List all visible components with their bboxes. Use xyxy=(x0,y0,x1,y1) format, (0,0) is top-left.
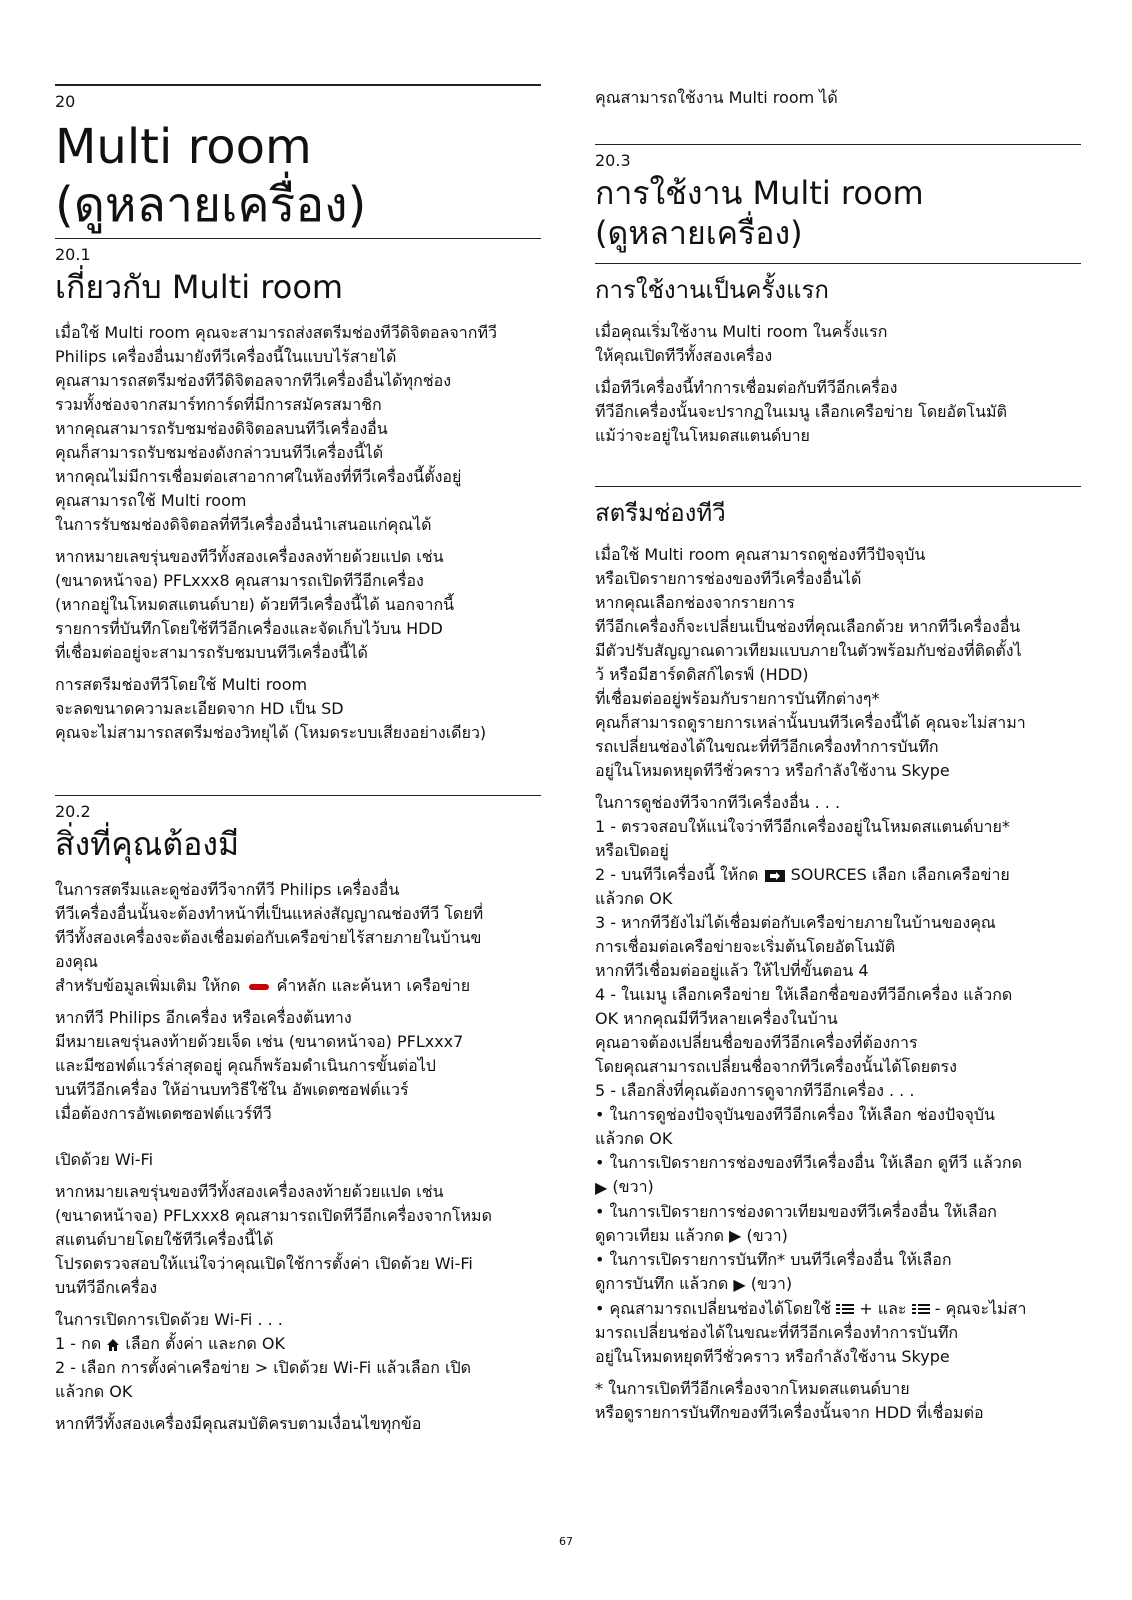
right-column xyxy=(595,84,1081,1433)
text-line: ทีวีอีกเครื่องก็จะเปลี่ยนเป็นช่องที่คุณเลือกด้วย หากทีวีเครื่องอื่น xyxy=(595,617,1021,636)
steps xyxy=(595,791,1081,1369)
paragraph xyxy=(595,320,1081,368)
step1-before: 1 - กด xyxy=(55,1334,102,1353)
paragraph xyxy=(55,1006,541,1126)
text-line: การเชื่อมต่อเครือข่ายจะเริ่มต้นโดยอัตโนมัติ xyxy=(595,937,896,956)
text-line: รถเปลี่ยนช่องได้ในขณะที่ทีวีอีกเครื่องทำการบันทึก xyxy=(595,737,939,756)
text-line: สแตนด์บายโดยใช้ทีวีเครื่องนี้ได้ xyxy=(55,1230,274,1249)
text-line: (หากอยู่ในโหมดสแตนด์บาย) ด้วยทีวีเครื่องนี้ได้ นอกจากนี้ xyxy=(55,595,455,614)
text-line: Philips เครื่องอื่นมายังทีวีเครื่องนี้ในแบบไร้สายได้ xyxy=(55,347,397,366)
text-line: หากทีวี Philips อีกเครื่อง หรือเครื่องต้นทาง xyxy=(55,1008,352,1027)
text-line: (ขนาดหน้าจอ) PFLxxx8 คุณสามารถเปิดทีวีอีกเครื่องจากโหมด xyxy=(55,1206,492,1225)
page-number: 67 xyxy=(559,1535,573,1548)
text-line: อยู่ในโหมดหยุดทีวีชั่วคราว หรือกำลังใช้งาน Skype xyxy=(595,1346,950,1366)
text-line: เมื่อใช้ Multi room คุณจะสามารถส่งสตรีมช่องทีวีดิจิตอลจากทีวี xyxy=(55,323,497,342)
text-line: ทีวีทั้งสองเครื่องจะต้องเชื่อมต่อกับเครือข่ายไร้สายภายในบ้านข xyxy=(55,928,482,947)
text-line: ในการสตรีมและดูช่องทีวีจากทีวี Philips เครื่องอื่น xyxy=(55,880,400,899)
bullet-tv-line2: (ขวา) xyxy=(612,1177,654,1196)
subsection-title: สตรีมช่องทีวี xyxy=(595,499,726,527)
text-line: 3 - หากทีวียังไม่ได้เชื่อมต่อกับเครือข่ายภายในบ้านของคุณ xyxy=(595,913,996,932)
text-line: หากคุณเลือกช่องจากรายการ xyxy=(595,593,795,612)
text-line: เมื่อคุณเริ่มใช้งาน Multi room ในครั้งแรก xyxy=(595,322,888,341)
step2-after: SOURCES เลือก เลือกเครือข่าย xyxy=(790,865,1010,884)
step3 xyxy=(595,913,996,980)
text-line: บนทีวีอีกเครื่อง xyxy=(55,1278,158,1297)
text-line: 2 - เลือก การตั้งค่าเครือข่าย > เปิดด้วย Wi-Fi แล้วเลือก เปิด xyxy=(55,1358,472,1377)
more-info-text-after: คำหลัก และค้นหา เครือข่าย xyxy=(276,976,471,995)
step2-before: 2 - บนทีวีเครื่องนี้ ให้กด xyxy=(595,865,759,884)
text-line: เมื่อใช้ Multi room คุณสามารถดูช่องทีวีปัจจุบัน xyxy=(595,545,926,564)
step4 xyxy=(595,985,1012,1076)
text-line: ว้ หรือมีฮาร์ดดิสก์ไดรฟ์ (HDD) xyxy=(595,665,809,684)
text-line: หากคุณไม่มีการเชื่อมต่อเสาอากาศในห้องที่ทีวีเครื่องนี้ตั้งอยู่ xyxy=(55,467,462,486)
paragraph xyxy=(55,1180,541,1300)
text-line: 1 - ตรวจสอบให้แน่ใจว่าทีวีอีกเครื่องอยู่ในโหมดสแตนด์บาย* xyxy=(595,817,1010,836)
text-line: ที่เชื่อมต่ออยู่พร้อมกับรายการบันทึกต่างๆ* xyxy=(595,689,880,708)
section-rule xyxy=(55,238,541,239)
subsection-title: การใช้งานเป็นครั้งแรก xyxy=(595,276,829,304)
footnote xyxy=(595,1377,1081,1425)
subheading-wifi: เปิดด้วย Wi-Fi xyxy=(55,1150,154,1169)
section-rule xyxy=(55,795,541,796)
subsection-rule xyxy=(595,486,1081,487)
steps xyxy=(55,1308,541,1404)
text-line: หากคุณสามารถรับชมช่องดิจิตอลบนทีวีเครื่องอื่น xyxy=(55,419,388,438)
text-line: มีตัวปรับสัญญาณดาวเทียมแบบภายในตัวพร้อมกับช่องที่ติดตั้งไ xyxy=(595,641,1022,660)
text-line: OK หากคุณมีทีวีหลายเครื่องในบ้าน xyxy=(595,1009,838,1028)
bullet-sat-line1: • ในการเปิดรายการช่องดาวเทียมของทีวีเครื่องอื่น ให้เลือก xyxy=(595,1201,997,1221)
step1 xyxy=(595,817,1010,860)
bullet-rec-line1: • ในการเปิดรายการบันทึก* บนทีวีเครื่องอื่น ให้เลือก xyxy=(595,1250,952,1269)
text-line: คุณอาจต้องเปลี่ยนชื่อของทีวีอีกเครื่องที่ต้องการ xyxy=(595,1033,918,1052)
text-line: องคุณ xyxy=(55,952,98,971)
text-line: รายการที่บันทึกโดยใช้ทีวีอีกเครื่องและจัดเก็บไว้บน HDD xyxy=(55,619,443,638)
left-column xyxy=(55,84,541,1444)
bullet-sat-line2-before: ดูดาวเทียม แล้วกด xyxy=(595,1225,724,1245)
right-arrow-icon: ▶ xyxy=(733,1274,746,1294)
step2 xyxy=(55,1358,471,1401)
text-line: * ในการเปิดทีวีอีกเครื่องจากโหมดสแตนด์บาย xyxy=(595,1378,910,1398)
paragraph xyxy=(55,321,541,537)
text-line: หรือดูรายการบันทึกของทีวีเครื่องนั้นจาก HDD ที่เชื่อมต่อ xyxy=(595,1402,984,1422)
bullet-channel-rest xyxy=(595,1323,958,1366)
bullet-tv-line1: • ในการเปิดรายการช่องของทีวีเครื่องอื่น ให้เลือก ดูทีวี แล้วกด xyxy=(595,1153,1022,1172)
steps-intro: ในการเปิดการเปิดด้วย Wi-Fi . . . xyxy=(55,1310,283,1329)
chapter-title-line2: (ดูหลายเครื่อง) xyxy=(55,177,367,233)
paragraph xyxy=(55,673,541,745)
section-rule xyxy=(595,144,1081,145)
chapter-rule xyxy=(55,84,541,86)
sources-icon xyxy=(764,869,786,883)
text-line: โปรดตรวจสอบให้แน่ใจว่าคุณเปิดใช้การตั้งค่า เปิดด้วย Wi-Fi xyxy=(55,1254,473,1273)
text-line: และมีซอฟต์แวร์ล่าสุดอยู่ คุณก็พร้อมดำเนินการขั้นต่อไป xyxy=(55,1056,436,1075)
channel-list-icon xyxy=(836,1303,854,1315)
text-line: ทีวีเครื่องอื่นนั้นจะต้องทำหน้าที่เป็นแหล่งสัญญาณช่องทีวี โดยที่ xyxy=(55,904,484,923)
text-line: หรือเปิดรายการช่องของทีวีเครื่องอื่นได้ xyxy=(595,569,862,588)
text-line: หากทีวีเชื่อมต่ออยู่แล้ว ให้ไปที่ขั้นตอน 4 xyxy=(595,961,869,980)
steps-intro: ในการดูช่องทีวีจากทีวีเครื่องอื่น . . . xyxy=(595,793,841,812)
text-line: ในการรับชมช่องดิจิตอลที่ทีวีเครื่องอื่นนำเสนอแก่คุณได้ xyxy=(55,515,432,534)
subsection-rule xyxy=(595,263,1081,264)
text-line: แม้ว่าจะอยู่ในโหมดสแตนด์บาย xyxy=(595,426,810,445)
chapter-number: 20 xyxy=(55,92,76,111)
home-icon xyxy=(106,1338,120,1352)
section-title xyxy=(595,173,1081,253)
text-line: จะลดขนาดความละเอียดจาก HD เป็น SD xyxy=(55,699,344,718)
continued-line: คุณสามารถใช้งาน Multi room ได้ xyxy=(595,88,838,107)
text-line: 4 - ในเมนู เลือกเครือข่าย ให้เลือกชื่อของทีวีอีกเครื่อง แล้วกด xyxy=(595,985,1013,1004)
text-line: มารถเปลี่ยนช่องได้ในขณะที่ทีวีอีกเครื่องทำการบันทึก xyxy=(595,1322,959,1342)
text-line: (ขนาดหน้าจอ) PFLxxx8 คุณสามารถเปิดทีวีอีกเครื่อง xyxy=(55,571,424,590)
text-line: เมื่อต้องการอัพเดตซอฟต์แวร์ทีวี xyxy=(55,1104,272,1123)
bullet-rec-line2-before: ดูการบันทึก แล้วกด xyxy=(595,1274,729,1293)
right-arrow-icon: ▶ xyxy=(595,1177,608,1197)
bullet-sat-line2-after: (ขวา) xyxy=(746,1225,788,1245)
bullet-rec-line2-after: (ขวา) xyxy=(750,1274,793,1293)
text-line: โดยคุณสามารถเปลี่ยนชื่อจากทีวีเครื่องนั้นได้โดยตรง xyxy=(595,1057,957,1076)
text-line: รวมทั้งช่องจากสมาร์ทการ์ดที่มีการสมัครสมาชิก xyxy=(55,395,382,414)
text-line: ให้คุณเปิดทีวีทั้งสองเครื่อง xyxy=(595,346,773,365)
text-line: มีหมายเลขรุ่นลงท้ายด้วยเจ็ด เช่น (ขนาดหน้าจอ) PFLxxx7 xyxy=(55,1032,464,1051)
paragraph xyxy=(55,545,541,665)
section-number: 20.2 xyxy=(55,802,91,821)
right-arrow-icon: ▶ xyxy=(729,1226,742,1245)
section-title-line1: การใช้งาน Multi room xyxy=(595,174,924,212)
text-line: คุณสามารถใช้ Multi room xyxy=(55,491,247,510)
text-line: เมื่อทีวีเครื่องนี้ทำการเชื่อมต่อกับทีวีอีกเครื่อง xyxy=(595,378,898,397)
section-title: สิ่งที่คุณต้องมี xyxy=(55,825,240,863)
text-line: คุณก็สามารถรับชมช่องดังกล่าวบนทีวีเครื่องนี้ได้ xyxy=(55,443,384,462)
text-line: บนทีวีอีกเครื่อง ให้อ่านบทวิธีใช้ใน อัพเดตซอฟต์แวร์ xyxy=(55,1080,409,1099)
text-line: • ในการดูช่องปัจจุบันของทีวีอีกเครื่อง ให้เลือก ช่องปัจจุบัน xyxy=(595,1105,995,1124)
text-line: คุณสามารถสตรีมช่องทีวีดิจิตอลจากทีวีเครื่องอื่นได้ทุกช่อง xyxy=(55,371,452,390)
text-line: อยู่ในโหมดหยุดทีวีชั่วคราว หรือกำลังใช้งาน Skype xyxy=(595,761,950,780)
bullet-current-channel xyxy=(595,1105,995,1148)
red-key-icon xyxy=(249,984,269,990)
step2-line2: แล้วกด OK xyxy=(595,889,673,908)
text-line: ที่เชื่อมต่ออยู่จะสามารถรับชมบนทีวีเครื่องนี้ได้ xyxy=(55,643,368,662)
paragraph xyxy=(55,878,541,998)
bullet-channel-before: • คุณสามารถเปลี่ยนช่องได้โดยใช้ xyxy=(595,1298,832,1318)
section-title-line2: (ดูหลายเครื่อง) xyxy=(595,214,803,252)
text-line: หากหมายเลขรุ่นของทีวีทั้งสองเครื่องลงท้ายด้วยแปด เช่น xyxy=(55,547,444,566)
bullet-channel-mid: + และ xyxy=(859,1298,907,1318)
section-number: 20.1 xyxy=(55,245,91,264)
text-line: คุณจะไม่สามารถสตรีมช่องวิทยุได้ (โหมดระบบเสียงอย่างเดียว) xyxy=(55,723,487,742)
paragraph xyxy=(595,543,1081,783)
chapter-title xyxy=(55,118,541,234)
text-line: ทีวีอีกเครื่องนั้นจะปรากฏในเมนู เลือกเครือข่าย โดยอัตโนมัติ xyxy=(595,402,1007,421)
text-line: คุณก็สามารถดูรายการเหล่านั้นบนทีวีเครื่องนี้ได้ คุณจะไม่สามา xyxy=(595,713,1026,732)
chapter-title-line1: Multi room xyxy=(55,119,312,175)
text-line: หากหมายเลขรุ่นของทีวีทั้งสองเครื่องลงท้ายด้วยแปด เช่น xyxy=(55,1182,444,1201)
section-number: 20.3 xyxy=(595,151,631,170)
paragraph xyxy=(595,376,1081,448)
paragraph: หากทีวีทั้งสองเครื่องมีคุณสมบัติครบตามเงื่อนไขทุกข้อ xyxy=(55,1414,422,1433)
text-line: แล้วกด OK xyxy=(55,1382,133,1401)
text-line: การสตรีมช่องทีวีโดยใช้ Multi room xyxy=(55,675,308,694)
step5: 5 - เลือกสิ่งที่คุณต้องการดูจากทีวีอีกเครื่อง . . . xyxy=(595,1081,915,1100)
step1-after: เลือก ตั้งค่า และกด OK xyxy=(125,1334,285,1353)
channel-list-icon xyxy=(912,1303,930,1315)
text-line: แล้วกด OK xyxy=(595,1129,673,1148)
section-title: เกี่ยวกับ Multi room xyxy=(55,268,344,306)
text-line: หรือเปิดอยู่ xyxy=(595,841,669,860)
paragraph-text xyxy=(55,880,483,971)
bullet-channel-after: - คุณจะไม่สา xyxy=(934,1298,1027,1318)
more-info-text-before: สำหรับข้อมูลเพิ่มเติม ให้กด xyxy=(55,976,241,995)
